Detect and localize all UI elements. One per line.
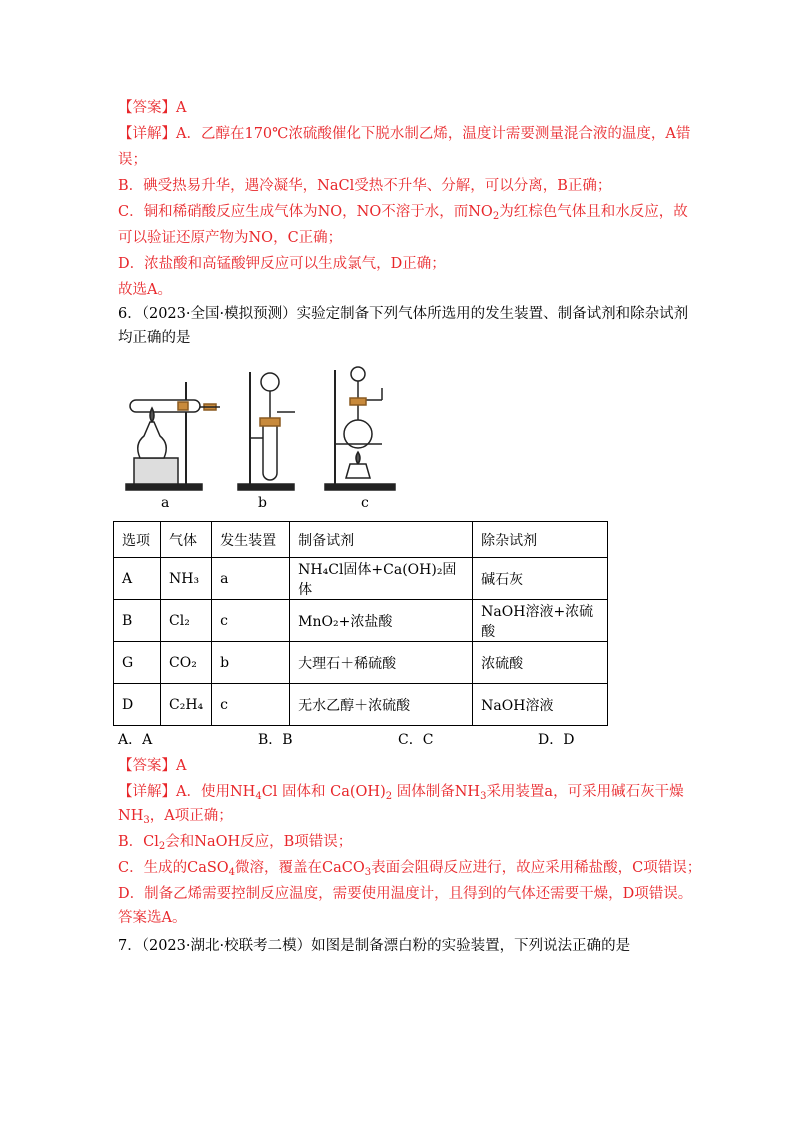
table-cell: 无水乙醇＋浓硫酸 (290, 684, 473, 726)
table-cell: NH₄Cl固体+Ca(OH)₂固体 (290, 558, 473, 600)
table-header-cell: 制备试剂 (290, 522, 473, 558)
table-cell: A (114, 558, 161, 600)
subscript: 2 (385, 791, 393, 802)
table-cell: 浓硫酸 (473, 642, 608, 684)
subscript: 2 (158, 841, 166, 852)
subscript: 3 (143, 815, 150, 826)
text-fragment: Cl 固体和 Ca(OH) (261, 784, 386, 800)
table-cell: a (212, 558, 290, 600)
table-cell: G (114, 642, 161, 684)
table-cell: Cl₂ (161, 600, 212, 642)
table-header-cell: 选项 (114, 522, 161, 558)
choice-c: C．C (398, 732, 434, 748)
choice-b: B．B (258, 732, 293, 748)
text-fragment: 微溶，覆盖在CaCO (235, 860, 365, 876)
choice-a: A．A (118, 732, 153, 748)
subscript: 4 (255, 791, 262, 802)
text-fragment: 采用装置a，可采用碱石灰干燥 (486, 784, 684, 800)
explanation-line: 【详解】A．乙醇在170℃浓硫酸催化下脱水制乙烯，温度计需要测量混合液的温度，A错 (118, 126, 691, 142)
answer-label-q5: 【答案】A (118, 100, 187, 116)
text-fragment: 表面会阻碍反应进行，故应采用稀盐酸，C项错误； (371, 860, 702, 876)
explanation-line (118, 782, 684, 807)
apparatus-c (325, 367, 395, 490)
text-fragment: B．Cl (118, 834, 159, 850)
table-header-cell: 发生装置 (212, 522, 290, 558)
table-cell: CO₂ (161, 642, 212, 684)
apparatus-a (126, 382, 220, 490)
explanation-line (118, 832, 352, 857)
table-row (114, 558, 608, 600)
question-6-line2: 均正确的是 (118, 330, 191, 346)
subscript: 3 (480, 791, 487, 802)
options-table (113, 521, 608, 726)
text-fragment: 固体制备NH (392, 784, 481, 800)
subscript: 4 (228, 867, 236, 878)
table-cell: 碱石灰 (473, 558, 608, 600)
text-fragment: ，A项正确； (149, 808, 233, 824)
figure-label-a: a (161, 495, 170, 511)
explanation-line (118, 858, 701, 883)
answer-label-q6: 【答案】A (118, 758, 187, 774)
explanation-line: B．碘受热易升华，遇冷凝华，NaCl受热不升华、分解，可以分离，B正确； (118, 178, 612, 194)
text-fragment: C．生成的CaSO (118, 860, 229, 876)
text-fragment: 【详解】A．使用NH (118, 784, 256, 800)
table-cell: B (114, 600, 161, 642)
text-fragment: C．铜和稀硝酸反应生成气体为NO，NO不溶于水，而NO (118, 204, 493, 220)
table-cell: c (212, 684, 290, 726)
table-cell: c (212, 600, 290, 642)
explanation-line: 可以验证还原产物为NO，C正确； (118, 230, 343, 246)
table-cell: NaOH溶液 (473, 684, 608, 726)
question-6-line1: 6．（2023·全国·模拟预测）实验定制备下列气体所选用的发生装置、制备试剂和除杂试剂 (118, 306, 689, 322)
table-cell: 大理石＋稀硫酸 (290, 642, 473, 684)
table-header-row (114, 522, 608, 558)
explanation-line: 误； (118, 152, 147, 168)
table-cell: NaOH溶液+浓硫酸 (473, 600, 608, 642)
question-7-line1: 7．（2023·湖北·校联考二模）如图是制备漂白粉的实验装置，下列说法正确的是 (118, 938, 631, 954)
table-row (114, 684, 608, 726)
explanation-line (118, 806, 233, 831)
explanation-line (118, 202, 688, 227)
subscript: 2 (492, 211, 500, 222)
table-cell: C₂H₄ (161, 684, 212, 726)
choice-d: D．D (538, 732, 575, 748)
text-fragment: 为红棕色气体且和水反应，故 (499, 204, 688, 220)
subscript: 3 (364, 867, 372, 878)
text-fragment: NH (118, 808, 144, 824)
figure-label-c: c (361, 495, 369, 511)
table-cell: b (212, 642, 290, 684)
explanation-line: D．制备乙烯需要控制反应温度，需要使用温度计，且得到的气体还需要干燥，D项错误。 (118, 886, 693, 902)
table-cell: MnO₂+浓盐酸 (290, 600, 473, 642)
table-cell: D (114, 684, 161, 726)
table-cell: NH₃ (161, 558, 212, 600)
explanation-line: 故选A。 (118, 282, 172, 298)
table-header-cell: 气体 (161, 522, 212, 558)
apparatus-b (238, 372, 295, 490)
table-row (114, 600, 608, 642)
table-row (114, 642, 608, 684)
apparatus-figure (120, 360, 420, 495)
text-fragment: 会和NaOH反应，B项错误； (165, 834, 353, 850)
explanation-line: 答案选A。 (118, 910, 187, 926)
table-header-cell: 除杂试剂 (473, 522, 608, 558)
explanation-line: D．浓盐酸和高锰酸钾反应可以生成氯气，D正确； (118, 256, 446, 272)
figure-label-b: b (258, 495, 267, 511)
